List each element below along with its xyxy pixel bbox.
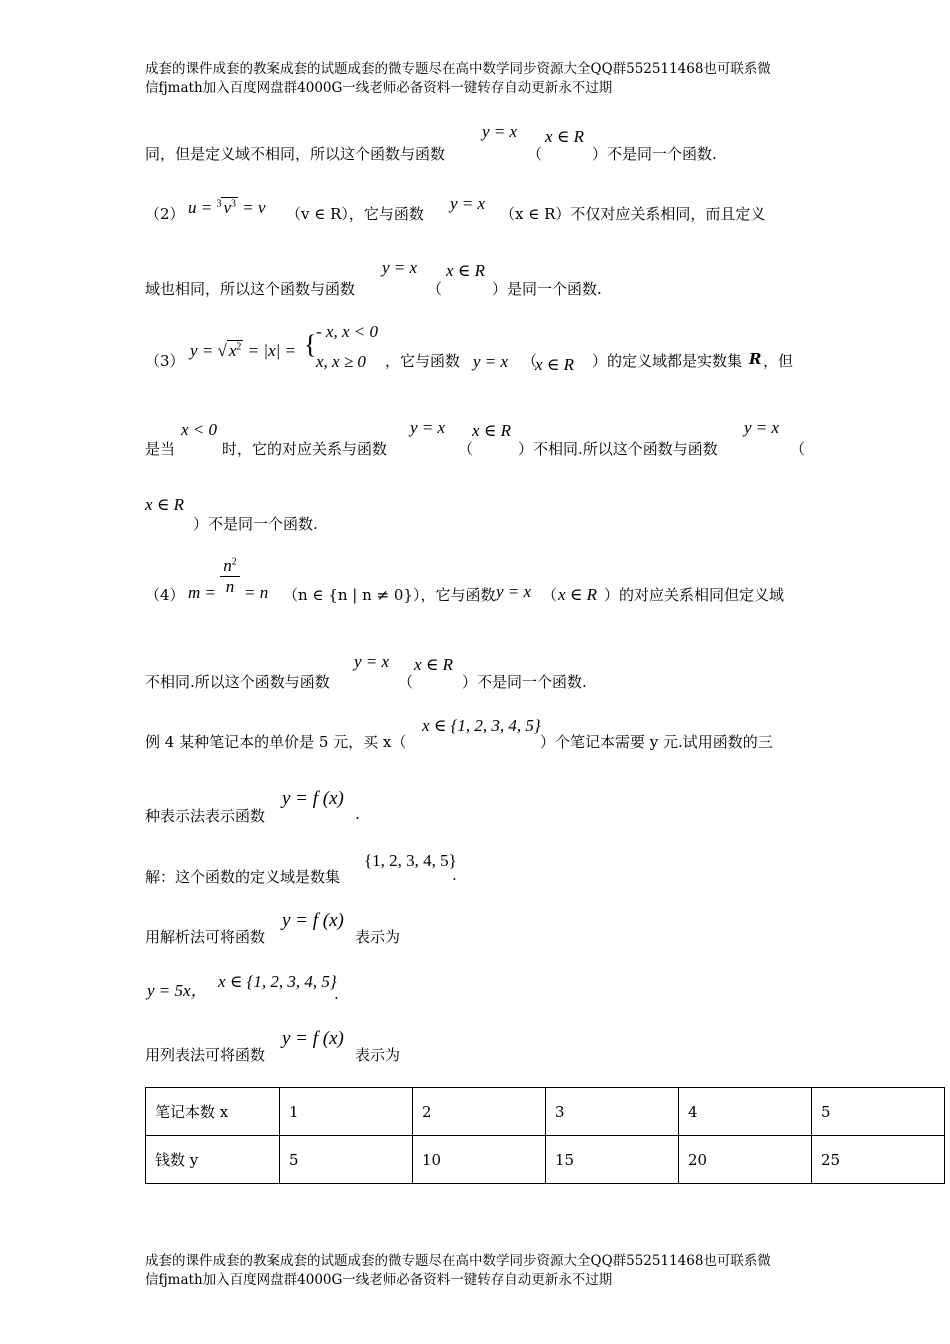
para2-line2: 域也相同，所以这个函数与函数 <box>145 280 356 298</box>
para3-domain3: x ∈ R <box>145 495 185 514</box>
para4-line2: 不相同.所以这个函数与函数 <box>145 673 330 691</box>
para3-cond2: x < 0 <box>181 420 218 439</box>
para4-rp2: ）不是同一个函数. <box>462 673 587 691</box>
para3-setR: R <box>749 350 762 368</box>
para2-label: （2） <box>145 205 185 223</box>
para3-lp2: （ <box>458 440 474 458</box>
example4-text-b: ）个笔记本需要 y 元.试用函数的三 <box>540 733 773 751</box>
para4-label: （4） <box>145 586 185 604</box>
para3-mid: ，它与函数 <box>385 352 461 370</box>
table-cell: 15 <box>546 1136 679 1184</box>
para2-cond: （v ∈ R），它与函数 <box>286 205 424 223</box>
value-table <box>145 1087 945 1184</box>
table-cell: 4 <box>679 1088 812 1136</box>
para2-rp2: ）是同一个函数. <box>492 280 602 298</box>
header-line-1: 成套的课件成套的教案成套的试题成套的微专题尽在高中数学同步资源大全QQ群552511468也可联系微 <box>145 61 771 77</box>
para3-expr: y = √ $x^2 = |x|$ = <box>190 341 297 360</box>
para1-func: y = x <box>482 122 518 141</box>
footer-line-1: 成套的课件成套的教案成套的试题成套的微专题尽在高中数学同步资源大全QQ群552511468也可联系微 <box>145 1253 771 1269</box>
table-cell: 2 <box>413 1088 546 1136</box>
table-header-x: 笔记本数 x <box>146 1088 280 1136</box>
para2-domain2: x ∈ R <box>446 261 486 280</box>
page-header <box>145 60 815 98</box>
solution-text: 解：这个函数的定义域是数集 <box>145 868 341 886</box>
para4-func2: y = x <box>354 652 390 671</box>
para3-line2b: 时，它的对应关系与函数 <box>222 440 388 458</box>
para3-func3: y = x <box>744 418 780 437</box>
para2-func: y = x <box>450 194 486 213</box>
solution-dot: . <box>452 866 457 884</box>
para1-domain: x ∈ R <box>545 127 585 146</box>
example4-domain: x ∈ {1, 2, 3, 4, 5} <box>422 716 541 735</box>
para3-cases-brace: { <box>304 330 317 359</box>
para2-expr-rhs: = v <box>242 198 266 217</box>
para2-func2: y = x <box>382 258 418 277</box>
analytic-domain: x ∈ {1, 2, 3, 4, 5} <box>218 972 337 991</box>
para4-expr-lhs: m = <box>188 583 216 603</box>
table-cell: 1 <box>280 1088 413 1136</box>
para1-lp: （ <box>527 145 543 163</box>
para2-expr: u = $^3$ $v^3 = v$ <box>188 198 266 217</box>
para3-case1: - x, x < 0 <box>316 322 378 341</box>
para3-domain: x ∈ R <box>535 355 575 374</box>
para3-expr-lhs: y = <box>190 341 214 360</box>
para2-domain: （x ∈ R）不仅对应关系相同，而且定义 <box>500 205 766 223</box>
table-cell: 20 <box>679 1136 812 1184</box>
example4-dot: . <box>355 805 360 823</box>
table-row <box>146 1088 945 1136</box>
para3-func: y = x <box>473 352 509 371</box>
analytic-tail: 表示为 <box>355 928 401 946</box>
para4-domain2: x ∈ R <box>414 655 454 674</box>
tabular-func: y = f (x) <box>282 1028 344 1049</box>
para1-text: 同，但是定义域不相同，所以这个函数与函数 <box>145 145 446 163</box>
para3-abs: = |x| = <box>247 341 297 360</box>
solution-set: {1, 2, 3, 4, 5} <box>364 851 457 870</box>
example4-text: 例 4 某种笔记本的单价是 5 元，买 x（ <box>145 733 407 751</box>
analytic-formula: y = 5x， <box>147 981 208 1000</box>
para4-lp2: （ <box>398 673 414 691</box>
para3-label: （3） <box>145 352 185 370</box>
tabular-tail: 表示为 <box>355 1046 401 1064</box>
table-cell: 5 <box>812 1088 945 1136</box>
example4-line2: 种表示法表示函数 <box>145 807 266 825</box>
table-cell: 25 <box>812 1136 945 1184</box>
para4-lp: （ <box>542 586 558 604</box>
page-footer <box>145 1252 815 1290</box>
para3-domain2: x ∈ R <box>472 421 512 440</box>
para2-lp2: （ <box>427 280 443 298</box>
para3-lp: （ <box>522 352 538 370</box>
para4-expr: m = $\frac{n^2}{n}$ = n <box>188 556 269 603</box>
para4-cond: （n ∈ {n | n ≠ 0}），它与函数 <box>283 586 496 604</box>
table-cell: 10 <box>413 1136 546 1184</box>
table-cell: 3 <box>546 1088 679 1136</box>
para3-func2: y = x <box>410 418 446 437</box>
para3-case2: x, x ≥ 0 <box>316 352 366 371</box>
table-cell: 5 <box>280 1136 413 1184</box>
analytic-func: y = f (x) <box>282 910 344 931</box>
para4-domain: x ∈ R <box>558 585 598 604</box>
para4-rest: ）的对应关系相同但定义域 <box>604 586 785 604</box>
para4-func: y = x <box>496 582 532 601</box>
tabular-text: 用列表法可将函数 <box>145 1046 266 1064</box>
example4-func: y = f (x) <box>282 788 344 809</box>
para3-line3: ）不是同一个函数. <box>193 515 318 533</box>
footer-line-2: 信fjmath加入百度网盘群4000G一线老师必备资料一键转存自动更新永不过期 <box>145 1272 613 1288</box>
para2-expr-lhs: u = <box>188 198 213 217</box>
header-line-2: 信fjmath加入百度网盘群4000G一线老师必备资料一键转存自动更新永不过期 <box>145 80 613 96</box>
table-header-y: 钱数 y <box>146 1136 280 1184</box>
para3-rest: ）的定义域都是实数集 <box>592 352 743 370</box>
para3-tail: ，但 <box>763 352 794 370</box>
para3-line2c: ）不相同.所以这个函数与函数 <box>518 440 718 458</box>
para3-line2a: 是当 <box>145 440 176 458</box>
analytic-text: 用解析法可将函数 <box>145 928 266 946</box>
analytic-dot: . <box>334 985 339 1003</box>
table-row <box>146 1136 945 1184</box>
para4-eq-n: = n <box>244 583 269 603</box>
para1-rp: ）不是同一个函数. <box>592 145 717 163</box>
para3-lp3: （ <box>790 440 806 458</box>
